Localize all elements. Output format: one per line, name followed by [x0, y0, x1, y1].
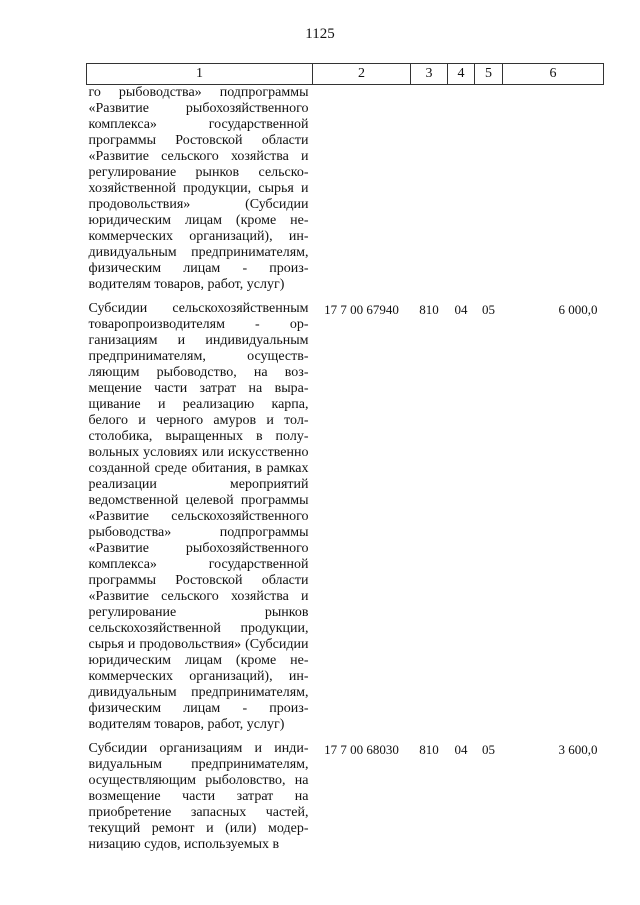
row-section — [448, 85, 475, 302]
row-description: го рыбоводства» подпрограммы «Развитие рыбохозяйственного комплекса» государственной программы Ростовской области «Развитие сельского хозяйства и регулирование рынков сельскохозяйственной продукции, сырья и продовольствия» (Субсидии юридическим лицам (кроме некоммерческих организаций), индивидуальным предпринимателям, физическим лицам - производителям товаров, работ, услуг) — [88, 85, 309, 292]
row-code: 17 7 00 67940 — [324, 302, 399, 317]
table-row — [87, 741, 604, 861]
column-header-3: 3 — [411, 64, 448, 85]
table-row — [87, 301, 604, 741]
row-expense-type: 810 — [419, 742, 439, 757]
column-header-2: 2 — [313, 64, 411, 85]
row-subsection: 05 — [482, 302, 495, 317]
table-header-row — [87, 64, 604, 85]
column-header-5: 5 — [475, 64, 503, 85]
row-expense-type — [411, 85, 448, 302]
column-header-4: 4 — [448, 64, 475, 85]
column-header-1: 1 — [87, 64, 313, 85]
row-amount — [503, 85, 604, 302]
row-subsection: 05 — [482, 742, 495, 757]
table-row — [87, 85, 604, 302]
page-number: 1125 — [305, 26, 335, 42]
row-description: Субсидии сельскохозяйственным товаропроизводителям - организациям и индивидуальным предпринимателям, осуществляющим рыбоводство, на возмещение части затрат на выращивание и реализацию карпа, белого и черного амуров и толстолобика, выращенных в полувольных условиях или искусственно созданной среде обитания, в рамках реализации мероприятий ведомственной целевой программы «Развитие сельскохозяйственного рыбоводства» подпрограммы «Развитие рыбохозяйственного комплекса» государственной программы Ростовской области «Развитие сельского хозяйства и регулирование рынков сельскохозяйственной продукции, сырья и продовольствия» (Субсидии юридическим лицам (кроме некоммерческих организаций), индивидуальным предпринимателям, физическим лицам - производителям товаров, работ, услуг) — [88, 301, 309, 732]
row-amount: 3 600,0 — [558, 742, 598, 757]
row-subsection — [475, 85, 503, 302]
row-expense-type: 810 — [419, 302, 439, 317]
row-section: 04 — [454, 742, 468, 757]
row-section: 04 — [454, 302, 468, 317]
row-code — [313, 85, 411, 302]
row-amount: 6 000,0 — [558, 302, 598, 317]
column-header-6: 6 — [503, 64, 604, 85]
row-description: Субсидии организациям и индивидуальным предпринимателям, осуществляющим рыболовство, на возмещение части затрат на приобретение запасных частей, текущий ремонт и (или) модернизацию судов, используемых в — [88, 741, 309, 852]
row-code: 17 7 00 68030 — [324, 742, 399, 757]
budget-table — [86, 63, 604, 861]
